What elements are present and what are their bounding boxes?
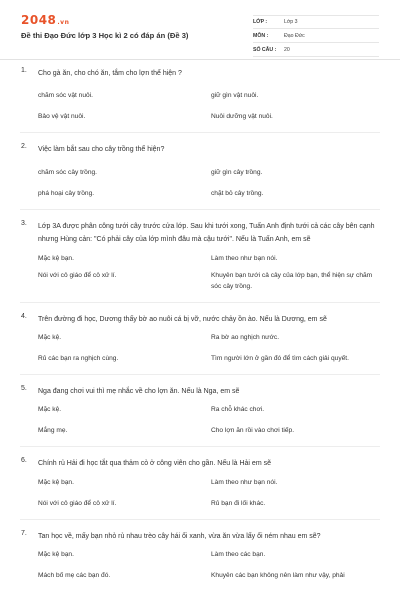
question-number: 6. <box>21 457 27 465</box>
answer-option[interactable]: giữ gìn vật nuôi. <box>211 92 259 100</box>
info-value: Lớp 3 <box>284 19 298 25</box>
answer-options <box>38 404 380 436</box>
page-title: Đề thi Đạo Đức lớp 3 Học kì 2 có đáp án (Đề 3) <box>21 31 189 40</box>
question-item <box>0 67 400 122</box>
answer-option[interactable]: giữ gìn cây trồng. <box>211 168 263 176</box>
question-divider <box>20 209 380 210</box>
site-logo[interactable] <box>21 13 69 27</box>
answer-option[interactable]: Mặc kệ bạn. <box>38 478 74 486</box>
answer-option[interactable]: Khuyên bạn tưới cả cây của lớp bạn, thể hiện sự chăm sóc cây trồng. <box>211 271 373 290</box>
question-text: Trên đường đi học, Dương thấy bờ ao nuôi cá bị vỡ, nước chảy ồn ào. Nếu là Dương, em sẽ <box>38 315 327 323</box>
question-number: 2. <box>21 143 27 151</box>
answer-option[interactable]: chăm sóc vật nuôi. <box>38 92 93 100</box>
answer-option[interactable]: Khuyên các bạn không nên làm như vậy, phải <box>211 572 345 580</box>
answer-options <box>38 332 380 364</box>
question-number: 7. <box>21 529 27 537</box>
question-divider <box>20 446 380 447</box>
answer-option[interactable]: chặt bỏ cây trồng. <box>211 189 264 197</box>
info-label: SỐ CÂU : <box>253 46 277 53</box>
answer-options <box>38 477 380 509</box>
logo-text: 2048 <box>21 13 57 27</box>
answer-option[interactable]: Làm theo như bạn nói. <box>211 478 278 486</box>
page-header <box>0 0 400 60</box>
question-divider <box>20 302 380 303</box>
question-item <box>0 457 400 508</box>
answer-option[interactable]: phá hoại cây trồng. <box>38 189 95 197</box>
answer-option[interactable]: Làm theo các bạn. <box>211 551 266 559</box>
answer-option[interactable]: Ra bờ ao nghịch nước. <box>211 334 280 342</box>
answer-option[interactable]: Mặc kệ. <box>38 334 62 342</box>
question-list <box>0 67 400 581</box>
answer-option[interactable]: Nuôi dưỡng vật nuôi. <box>211 113 273 121</box>
question-text: Nga đang chơi vui thì mẹ nhắc về cho lợn ăn. Nếu là Nga, em sẽ <box>38 388 240 396</box>
question-text: Chính rủ Hải đi học tắt qua thảm cỏ ở công viên cho gần. Nếu là Hải em sẽ <box>38 460 271 468</box>
question-number: 5. <box>21 385 27 393</box>
question-item <box>0 530 400 581</box>
question-divider <box>20 519 380 520</box>
answer-option[interactable]: Nói với cô giáo để cô xử lí. <box>38 271 117 279</box>
answer-options <box>38 167 380 199</box>
answer-options <box>38 549 380 581</box>
answer-option[interactable]: Mặc kệ. <box>38 406 62 414</box>
question-number: 4. <box>21 312 27 320</box>
answer-options <box>38 90 380 122</box>
question-text: Lớp 3A được phân công tưới cây trước cửa lớp. Sau khi tưới xong, Tuấn Anh định tưới cả các cây bên cạnh nhưng Hùng cản: "Có phải cây của lớp mình đâu mà cậu tưới". Nếu là Tuấn Anh, em sẽ <box>38 222 375 244</box>
answer-option[interactable]: Rủ bạn đi lối khác. <box>211 499 266 507</box>
question-item <box>0 313 400 364</box>
answer-option[interactable]: Làm theo như bạn nói. <box>211 254 278 262</box>
question-text: Cho gà ăn, cho chó ăn, tắm cho lợn thể hiện ? <box>38 70 182 77</box>
info-row-class <box>253 15 379 29</box>
question-item <box>0 385 400 436</box>
answer-option[interactable]: Bảo vệ vật nuôi. <box>38 113 86 121</box>
question-number: 1. <box>21 67 27 74</box>
answer-option[interactable]: Mách bố mẹ các bạn đó. <box>38 572 111 580</box>
question-text: Việc làm bắt sau cho cây trồng thể hiện? <box>38 146 165 154</box>
logo-suffix: .vn <box>57 19 70 26</box>
question-number: 3. <box>21 219 27 227</box>
answer-options <box>38 253 380 292</box>
info-row-count <box>253 43 379 57</box>
answer-option[interactable]: Ra chỗ khác chơi. <box>211 406 265 414</box>
answer-option[interactable]: Rủ các bạn ra nghịch cùng. <box>38 355 119 363</box>
info-label: MÔN : <box>253 32 269 39</box>
info-value: Đạo Đức <box>284 32 305 39</box>
question-divider <box>20 374 380 375</box>
question-item <box>0 143 400 198</box>
answer-option[interactable]: Mặc kệ bạn. <box>38 551 74 559</box>
answer-option[interactable]: Mắng mẹ. <box>38 427 68 435</box>
info-label: LỚP : <box>253 19 268 25</box>
question-text: Tan học về, mấy bạn nhỏ rủ nhau trèo cây hái ổi xanh, vừa ăn vừa lấy ổi ném nhau em sẽ? <box>38 532 321 540</box>
info-row-subject <box>253 29 379 43</box>
info-value: 20 <box>284 46 290 53</box>
answer-option[interactable]: Nói với cô giáo để cô xử lí. <box>38 499 117 507</box>
question-item <box>0 220 400 292</box>
answer-option[interactable]: Mặc kệ bạn. <box>38 254 74 262</box>
question-divider <box>20 132 380 133</box>
answer-option[interactable]: chăm sóc cây trồng. <box>38 168 98 176</box>
answer-option[interactable]: Cho lợn ăn rồi vào chơi tiếp. <box>211 427 295 435</box>
answer-option[interactable]: Tìm người lớn ở gần đó để tìm cách giải quyết. <box>211 355 349 363</box>
exam-info-table <box>253 15 379 57</box>
